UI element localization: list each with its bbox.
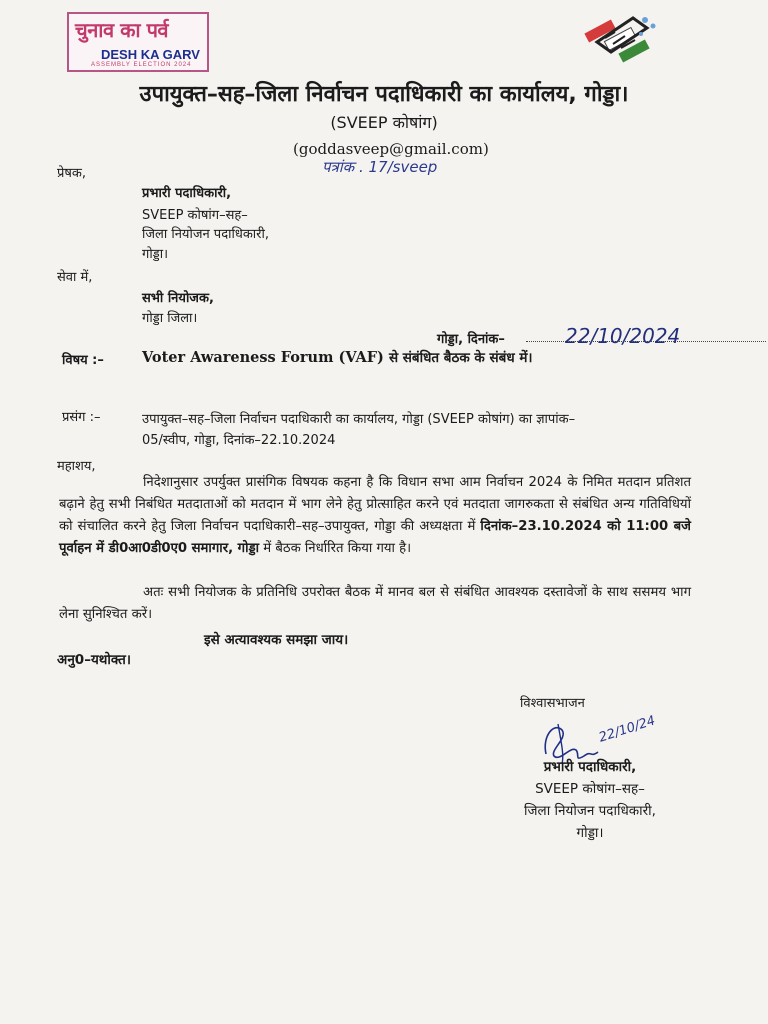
sender-line-4: गोड्डा। bbox=[142, 247, 169, 262]
reference-line-1: उपायुक्त–सह–जिला निर्वाचन पदाधिकारी का कार्यालय, गोड्डा (SVEEP कोषांग) का ज्ञापांक– bbox=[142, 412, 576, 427]
date-handwritten: 22/10/2024 bbox=[565, 324, 681, 348]
urgent-note: इसे अत्यावश्यक समझा जाय। bbox=[204, 632, 349, 648]
date-label: गोड्डा, दिनांक– bbox=[437, 332, 505, 347]
sender-line-1: प्रभारी पदाधिकारी, bbox=[142, 186, 232, 201]
body-paragraph-1 bbox=[59, 472, 691, 560]
recipient-label: सेवा में, bbox=[57, 270, 93, 285]
reference-number-handwritten: पत्रांक . 17/sveep bbox=[322, 158, 438, 176]
sender-line-3: जिला नियोजन पदाधिकारी, bbox=[142, 227, 269, 242]
subject-text-hi: से संबंधित बैठक के संबंध में। bbox=[388, 350, 533, 366]
sender-label: प्रेषक, bbox=[57, 166, 87, 181]
salutation: महाशय, bbox=[57, 459, 96, 474]
meeting-details: दिनांक–23.10.2024 को 11:00 बजे पूर्वाहन में डी0आ0डी0ए0 समागार, गोड्डा bbox=[59, 519, 691, 556]
regards: विश्वासभाजन bbox=[520, 696, 585, 711]
office-title: उपायुक्त–सह–जिला निर्वाचन पदाधिकारी का कार्यालय, गोड्डा। bbox=[139, 82, 629, 107]
eci-logo bbox=[575, 12, 665, 78]
reference-label: प्रसंग :– bbox=[62, 410, 101, 425]
subject-label: विषय :– bbox=[62, 353, 104, 368]
signatory-line-3: जिला नियोजन पदाधिकारी, bbox=[524, 803, 656, 819]
signatory-block bbox=[490, 756, 690, 844]
body-paragraph-1-text: निदेशानुसार उपर्युक्त प्रासंगिक विषयक कहना है कि विधान सभा आम निर्वाचन 2024 के निमित मतदान प्रतिशत बढ़ाने हेतु सभी निबंधित मतदाताओं को मतदान में भाग लेने हेतु प्रोत्साहित करने एवं मतदाता जागरुकता से संबंधित अन्य गतिविधियों को संचालित करने हेतु जिला निर्वाचन पदाधिकारी–सह–उपायुक्त, गोड्डा की अध्यक्षता में bbox=[59, 475, 691, 534]
signatory-line-1: प्रभारी पदाधिकारी, bbox=[543, 759, 637, 775]
enclosure-note: अनु0–यथोक्त। bbox=[57, 652, 131, 668]
body-paragraph-2 bbox=[59, 582, 691, 626]
logo-sub-text: DESH KA GARV bbox=[101, 47, 200, 62]
subject-text-en: Voter Awareness Forum (VAF) bbox=[142, 349, 384, 366]
office-email: (goddasveep@gmail.com) bbox=[293, 140, 489, 158]
cell-name: (SVEEP कोषांग) bbox=[330, 113, 438, 132]
recipient-line-1: सभी नियोजक, bbox=[142, 291, 214, 306]
body-paragraph-2-text: अतः सभी नियोजक के प्रतिनिधि उपरोक्त बैठक में मानव बल से संबंधित आवश्यक दस्तावेजों के साथ ससमय भाग लेना सुनिश्चित करें। bbox=[59, 585, 691, 622]
signatory-line-2: SVEEP कोषांग–सह– bbox=[535, 781, 645, 797]
recipient-line-2: गोड्डा जिला। bbox=[142, 311, 198, 326]
election-campaign-logo bbox=[67, 12, 209, 72]
signature-date: 22/10/24 bbox=[597, 713, 658, 746]
body-paragraph-1-end: में बैठक निर्धारित किया गया है। bbox=[263, 541, 412, 556]
subject-text bbox=[142, 348, 533, 366]
signatory-line-4: गोड्डा। bbox=[576, 825, 604, 841]
sender-line-2: SVEEP कोषांग–सह– bbox=[142, 208, 248, 223]
reference-line-2: 05/स्वीप, गोड्डा, दिनांक–22.10.2024 bbox=[142, 433, 336, 448]
logo-small-text: ASSEMBLY ELECTION 2024 bbox=[91, 62, 192, 68]
logo-main-text: चुनाव का पर्व bbox=[75, 18, 169, 42]
